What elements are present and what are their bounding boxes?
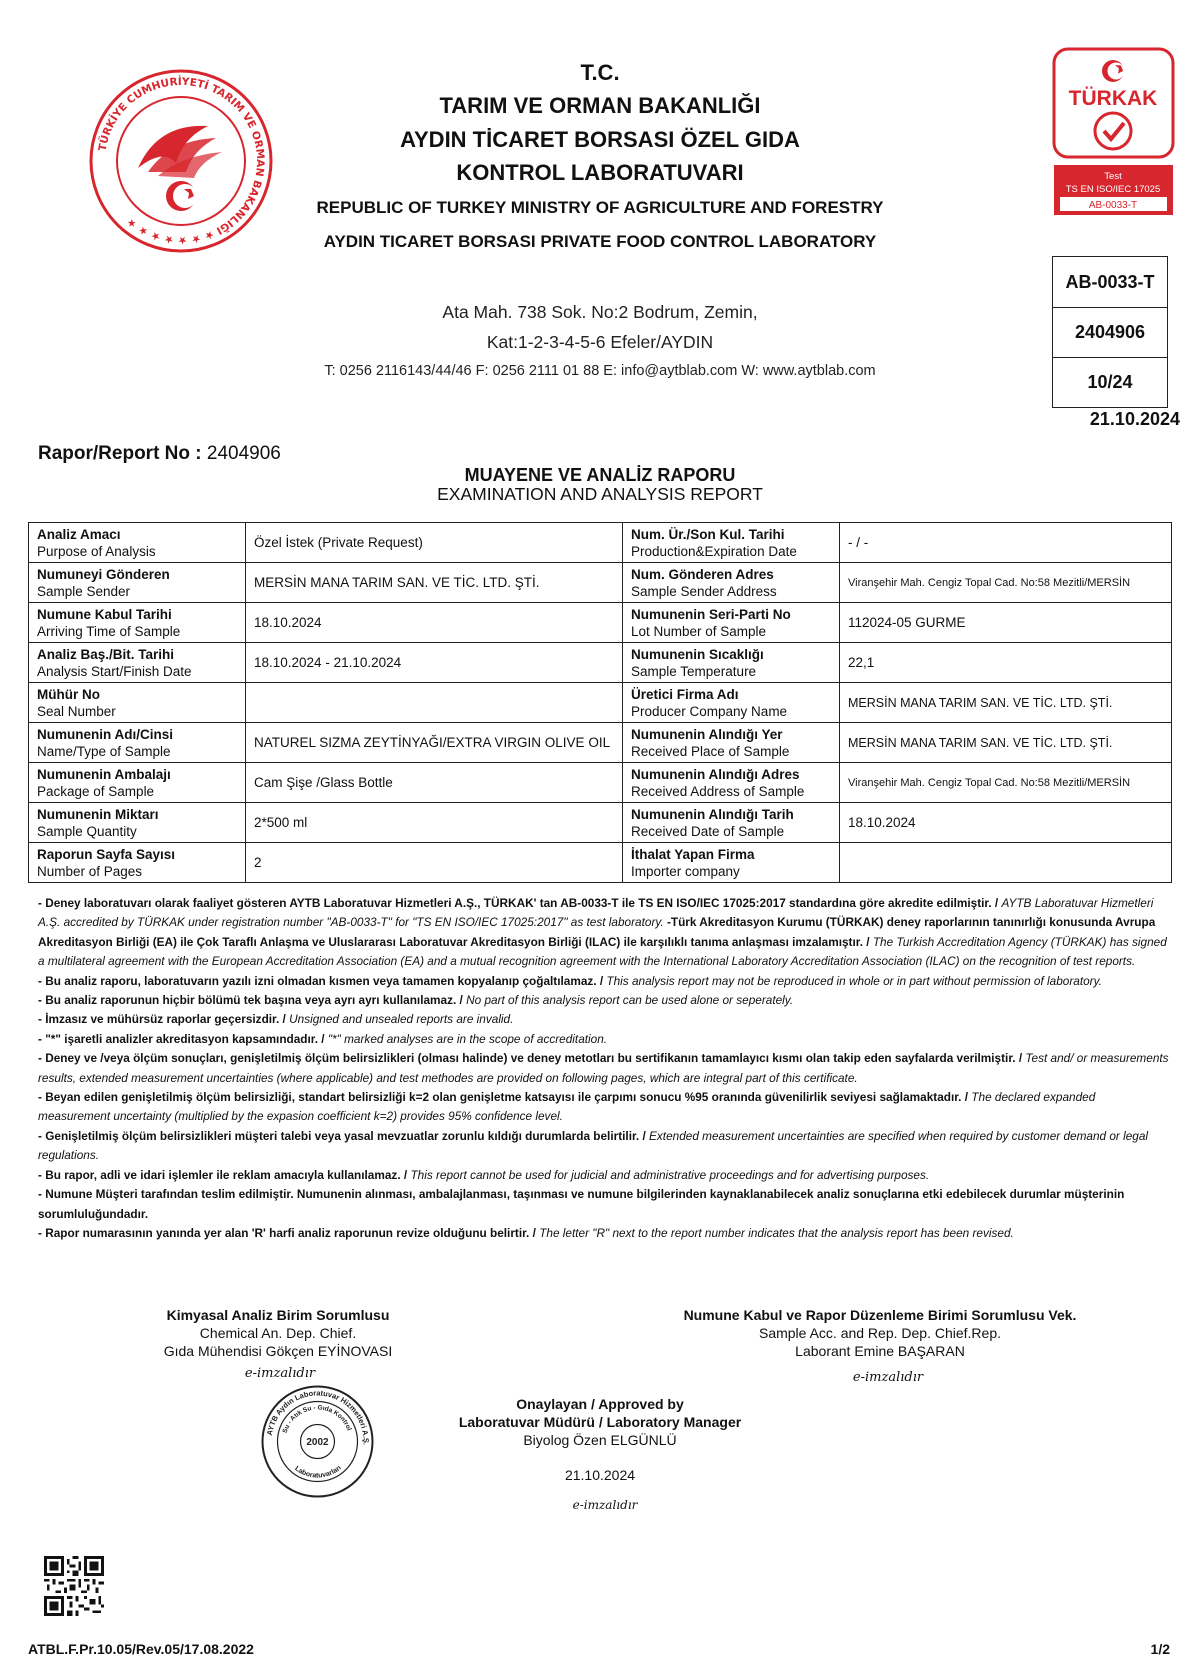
left-label-cell: [29, 723, 246, 763]
address-line-2: Kat:1-2-3-4-5-6 Efeler/AYDIN: [486, 332, 714, 352]
left-label-en: Arriving Time of Sample: [37, 623, 181, 639]
note-item: [38, 1224, 1170, 1243]
left-label-tr: Numunenin Adı/Cinsi: [37, 726, 173, 742]
left-value-cell: 2*500 ml: [246, 803, 623, 843]
right-value-cell: 18.10.2024: [840, 803, 1172, 843]
turkak-code: AB-0033-T: [1088, 200, 1138, 211]
left-label-cell: [29, 563, 246, 603]
note-en: Extended measurement uncertainties are specified when required by customer demand or legal regulations.: [38, 1128, 1149, 1163]
left-label-cell: [29, 643, 246, 683]
header-ministry-en: REPUBLIC OF TURKEY MINISTRY OF AGRICULTURE AND FORESTRY: [316, 198, 884, 217]
stamp-year: 2002: [306, 1437, 329, 1448]
note-item: [38, 991, 1170, 1010]
note-tr: - Genişletilmiş ölçüm belirsizlikleri müşteri talebi veya yasal mevzuatlar zorunlu kıldığı durumlarda belirtilir. /: [38, 1128, 646, 1143]
stamp-ring-text: AYTB Aydın Laboratuvar Hizmetleri A.Ş.: [264, 1388, 371, 1446]
legal-notes: [38, 894, 1170, 1243]
note-item: [38, 1049, 1170, 1088]
table-row: [29, 723, 1172, 763]
acc-date: 21.10.2024: [1089, 409, 1180, 429]
left-label-tr: Numunenin Miktarı: [37, 806, 159, 822]
right-label-en: Received Address of Sample: [631, 783, 805, 799]
left-label-en: Analysis Start/Finish Date: [37, 663, 192, 679]
note-item: [38, 894, 1170, 972]
signature-right: [650, 1306, 1110, 1360]
left-label-en: Number of Pages: [37, 863, 143, 879]
left-label-tr: Raporun Sayfa Sayısı: [37, 846, 176, 862]
right-label-tr: Numunenin Alındığı Yer: [631, 726, 783, 742]
note-en: This report cannot be used for judicial and administrative proceedings and for advertising purposes.: [410, 1167, 930, 1182]
form-code: ATBL.F.Pr.10.05/Rev.05/17.08.2022: [28, 1641, 254, 1657]
note-en: Unsigned and unsealed reports are invalid.: [289, 1012, 514, 1027]
note-tr: - Beyan edilen genişletilmiş ölçüm belirsizliği, standart belirsizliği k=2 olan genişletme katsayısı ile çarpımı sonucu %95 oranında güvenilirlik seviyesi sağlamaktadır. /: [38, 1090, 969, 1105]
note-item: [38, 1127, 1170, 1166]
right-label-tr: Num. Gönderen Adres: [631, 566, 774, 582]
report-title-en: EXAMINATION AND ANALYSIS REPORT: [437, 484, 763, 504]
left-value-cell: 2: [246, 843, 623, 883]
acc-report-no: 2404906: [1053, 307, 1167, 357]
header-lab-tr-2: KONTROL LABORATUVARI: [456, 160, 744, 185]
note-en: AYTB Laboratuvar Hizmetleri A.Ş. accredited by TÜRKAK under registration number "AB-0033-T" for "TS EN ISO/IEC 17025:2017" as test laboratory.: [38, 896, 1154, 930]
left-label-en: Sample Sender: [37, 583, 131, 599]
note-item: [38, 1088, 1170, 1127]
table-row: [29, 643, 1172, 683]
signature-center-date: 21.10.2024: [564, 1467, 636, 1483]
right-value-cell: MERSİN MANA TARIM SAN. VE TİC. LTD. ŞTİ.: [840, 683, 1172, 723]
accreditation-box: [1052, 256, 1168, 408]
right-value-cell: Viranşehir Mah. Cengiz Topal Cad. No:58 Mezitli/MERSİN: [840, 763, 1172, 803]
note-tr: - Deney laboratuvarı olarak faaliyet gösteren AYTB Laboratuvar Hizmetleri A.Ş., TÜRKAK' tan AB-0033-T ile TS EN ISO/IEC 17025:2017 standardına göre akredite edilmiştir. /: [38, 896, 999, 910]
right-label-cell: [623, 843, 840, 883]
turkak-standard: TS EN ISO/IEC 17025: [1065, 184, 1161, 195]
right-label-tr: İthalat Yapan Firma: [631, 846, 755, 862]
signature-center: [430, 1395, 770, 1449]
left-label-tr: Analiz Baş./Bit. Tarihi: [37, 646, 175, 662]
header-tc: T.C.: [580, 60, 620, 85]
left-value-cell: Cam Şişe /Glass Bottle: [246, 763, 623, 803]
note-tr: - Bu analiz raporu, laboratuvarın yazılı izni olmadan kısmen veya tamamen kopyalanıp çoğaltılamaz. /: [38, 973, 604, 988]
right-value-cell: 112024-05 GURME: [840, 603, 1172, 643]
left-label-en: Sample Quantity: [37, 823, 137, 839]
right-label-tr: Numunenin Alındığı Adres: [631, 766, 800, 782]
left-value-cell: 18.10.2024: [246, 603, 623, 643]
report-title-tr: MUAYENE VE ANALİZ RAPORU: [464, 465, 736, 485]
right-label-cell: [623, 523, 840, 563]
left-label-en: Package of Sample: [37, 783, 155, 799]
right-label-en: Received Place of Sample: [631, 743, 790, 759]
right-label-en: Lot Number of Sample: [631, 623, 767, 639]
report-number-label: Rapor/Report No :: [38, 443, 202, 464]
right-label-tr: Numunenin Alındığı Tarih: [631, 806, 794, 822]
right-label-cell: [623, 723, 840, 763]
left-label-en: Seal Number: [37, 703, 116, 719]
left-label-tr: Numune Kabul Tarihi: [37, 606, 172, 622]
table-row: [29, 603, 1172, 643]
signature-right-title: Numune Kabul ve Rapor Düzenleme Birimi Sorumlusu Vek.: [683, 1307, 1077, 1323]
ministry-seal-logo: [88, 68, 274, 254]
header-lab-en: AYDIN TICARET BORSASI PRIVATE FOOD CONTROL LABORATORY: [323, 232, 877, 251]
header-lab-tr-1: AYDIN TİCARET BORSASI ÖZEL GIDA: [400, 127, 800, 152]
note-item: [38, 1166, 1170, 1185]
table-row: [29, 523, 1172, 563]
note-tr: - Bu rapor, adli ve idari işlemler ile reklam amacıyla kullanılamaz. /: [38, 1167, 408, 1182]
left-label-cell: [29, 763, 246, 803]
turkak-brand-t: TÜRK: [1068, 87, 1127, 110]
right-label-cell: [623, 563, 840, 603]
note-en: This analysis report may not be reproduced in whole or in part without permission of laboratory.: [606, 973, 1102, 988]
note-tr: - Deney ve /veya ölçüm sonuçları, genişletilmiş ölçüm belirsizlikleri (olması halinde) ve deney metotları bu sertifikanın tamamlayıcı kısmı olan takip eden sayfalarda verilmiştir. /: [38, 1051, 1023, 1066]
left-value-cell: Özel İstek (Private Request): [246, 523, 623, 563]
right-label-cell: [623, 603, 840, 643]
signature-right-name: Laborant Emine BAŞARAN: [795, 1343, 965, 1359]
page-number: 1/2: [1150, 1641, 1170, 1657]
signature-left: [128, 1306, 428, 1360]
left-label-tr: Mühür No: [37, 686, 100, 702]
note-en: The declared expanded measurement uncertainty (multiplied by the expasion coefficient k=2) provides 95% confidence level.: [38, 1090, 1096, 1124]
right-label-cell: [623, 683, 840, 723]
signature-left-role: Chemical An. Dep. Chief.: [199, 1325, 357, 1341]
note-tr: - İmzasız ve mühürsüz raporlar geçersizdir. /: [38, 1012, 286, 1027]
note-en: No part of this analysis report can be used alone or seperately.: [466, 993, 794, 1008]
turkak-accreditation-logo: [1052, 47, 1175, 217]
left-value-cell: [246, 683, 623, 723]
right-label-cell: [623, 763, 840, 803]
report-number: [38, 443, 281, 465]
note-item: [38, 1185, 1170, 1224]
table-row: [29, 843, 1172, 883]
note-en: The letter "R" next to the report number indicates that the analysis report has been revised.: [539, 1225, 1014, 1240]
esign-right: e-imzalıdır: [852, 1370, 924, 1385]
note-en: Test and/ or measurements results, extended measurement uncertainties (where applicable) and test methodes are provided on following pages, which are integral part of this certificate.: [38, 1051, 1169, 1085]
signature-left-title: Kimyasal Analiz Birim Sorumlusu: [166, 1307, 390, 1323]
sample-info-table: [28, 522, 1172, 883]
right-label-en: Producer Company Name: [631, 703, 788, 719]
left-label-en: Name/Type of Sample: [37, 743, 171, 759]
signature-right-role: Sample Acc. and Rep. Dep. Chief.Rep.: [758, 1325, 1002, 1341]
left-label-cell: [29, 603, 246, 643]
right-label-en: Production&Expiration Date: [631, 543, 797, 559]
qr-code: [44, 1556, 104, 1616]
svg-text:TÜRKİYE CUMHURİYETİ TARIM VE O: TÜRKİYE CUMHURİYETİ TARIM VE ORMAN BAKANLIĞI ★ ★ ★ ★ ★ ★ ★: [96, 75, 267, 247]
right-value-cell: MERSİN MANA TARIM SAN. VE TİC. LTD. ŞTİ.: [840, 723, 1172, 763]
left-label-cell: [29, 803, 246, 843]
left-label-tr: Numuneyi Gönderen: [37, 566, 170, 582]
svg-text:Su - Atık Su - Gıda Kontrol: [282, 1404, 353, 1434]
esign-left: e-imzalıdır: [244, 1366, 316, 1381]
esign-center: e-imzalıdır: [572, 1498, 638, 1512]
left-label-en: Purpose of Analysis: [37, 543, 156, 559]
acc-code: AB-0033-T: [1065, 271, 1155, 292]
left-label-cell: [29, 843, 246, 883]
note-tr: - Bu analiz raporunun hiçbir bölümü tek başına veya ayrı ayrı kullanılamaz. /: [38, 993, 463, 1008]
left-value-cell: NATUREL SIZMA ZEYTİNYAĞI/EXTRA VIRGIN OLIVE OIL: [246, 723, 623, 763]
note-tr: - Numune Müşteri tarafından teslim edilmiştir. Numunenin alınması, ambalajlanması, taşınması ve numune bilgilerinden kaynaklanabilecek analiz sonuçlarına etki edebilecek durumlar müşterinin sorumluluğundadır.: [38, 1187, 1125, 1221]
right-value-cell: [840, 843, 1172, 883]
table-row: [29, 803, 1172, 843]
header-ministry-tr: TARIM VE ORMAN BAKANLIĞI: [439, 93, 761, 118]
left-value-cell: 18.10.2024 - 21.10.2024: [246, 643, 623, 683]
signature-center-title: Onaylayan / Approved by: [516, 1396, 684, 1412]
left-label-cell: [29, 683, 246, 723]
contact-line: T: 0256 2116143/44/46 F: 0256 2111 01 88 E: info@aytblab.com W: www.aytblab.com: [324, 363, 876, 379]
note-item: [38, 972, 1170, 991]
right-label-en: Sample Sender Address: [631, 583, 777, 599]
right-label-cell: [623, 643, 840, 683]
signature-left-name: Gıda Mühendisi Gökçen EYİNOVASI: [163, 1343, 393, 1359]
left-label-cell: [29, 523, 246, 563]
right-label-tr: Numunenin Seri-Parti No: [631, 606, 791, 622]
svg-text:TÜRKAK: [1069, 87, 1158, 110]
left-label-tr: Analiz Amacı: [37, 526, 121, 542]
turkak-test-label: Test: [1104, 171, 1122, 182]
stamp-bottom-text: Laboratuvarları: [293, 1464, 343, 1480]
left-value-cell: MERSİN MANA TARIM SAN. VE TİC. LTD. ŞTİ.: [246, 563, 623, 603]
right-label-en: Importer company: [631, 863, 740, 879]
right-value-cell: - / -: [840, 523, 1172, 563]
note-tr: - Rapor numarasının yanında yer alan 'R' harfi analiz raporunun revize olduğunu belirtir. /: [38, 1225, 536, 1240]
signature-center-role: Laboratuvar Müdürü / Laboratory Manager: [458, 1414, 742, 1430]
note-tr-2: -Türk Akreditasyon Kurumu (TÜRKAK) deney raporlarının tanınırlığı konusunda Avrupa Akreditasyon Birliği (EA) ile Çok Taraflı Anlaşma ve Uluslararası Laboratuvar Akreditasyon Birliği (ILAC) ile karşılıklı tanıma anlaşması imzalamıştır. /: [38, 915, 1156, 949]
table-row: [29, 563, 1172, 603]
left-label-tr: Numunenin Ambalajı: [37, 766, 171, 782]
address-line-1: Ata Mah. 738 Sok. No:2 Bodrum, Zemin,: [442, 302, 758, 322]
right-label-tr: Numunenin Sıcaklığı: [631, 646, 764, 662]
right-value-cell: Viranşehir Mah. Cengiz Topal Cad. No:58 Mezitli/MERSİN: [840, 563, 1172, 603]
right-label-tr: Num. Ür./Son Kul. Tarihi: [631, 526, 785, 542]
note-tr: - "*" işaretli analizler akreditasyon kapsamındadır. /: [38, 1031, 325, 1046]
report-number-value: 2404906: [206, 443, 281, 464]
note-en-2: The Turkish Accreditation Agency (TÜRKAK) has signed a multilateral agreement with the European Accreditation Association (EA) and a mutual recognition agreement with the International Laboratory Accreditation Association (ILAC) on the recognition of test reports.: [38, 934, 1167, 969]
acc-page-code: 10/24: [1053, 357, 1167, 407]
signature-center-name: Biyolog Özen ELGÜNLÜ: [523, 1432, 677, 1448]
right-label-tr: Üretici Firma Adı: [631, 686, 739, 702]
turkak-brand-ak: AK: [1126, 87, 1158, 110]
note-item: [38, 1010, 1170, 1029]
right-label-cell: [623, 803, 840, 843]
right-label-en: Sample Temperature: [631, 663, 757, 679]
note-item: [38, 1030, 1170, 1049]
note-en: "*" marked analyses are in the scope of accreditation.: [327, 1031, 608, 1046]
table-row: [29, 763, 1172, 803]
laboratory-stamp: [260, 1384, 375, 1499]
table-row: [29, 683, 1172, 723]
right-value-cell: 22,1: [840, 643, 1172, 683]
right-label-en: Received Date of Sample: [631, 823, 785, 839]
stamp-inner-text: Su - Atık Su - Gıda Kontrol: [281, 1404, 353, 1435]
